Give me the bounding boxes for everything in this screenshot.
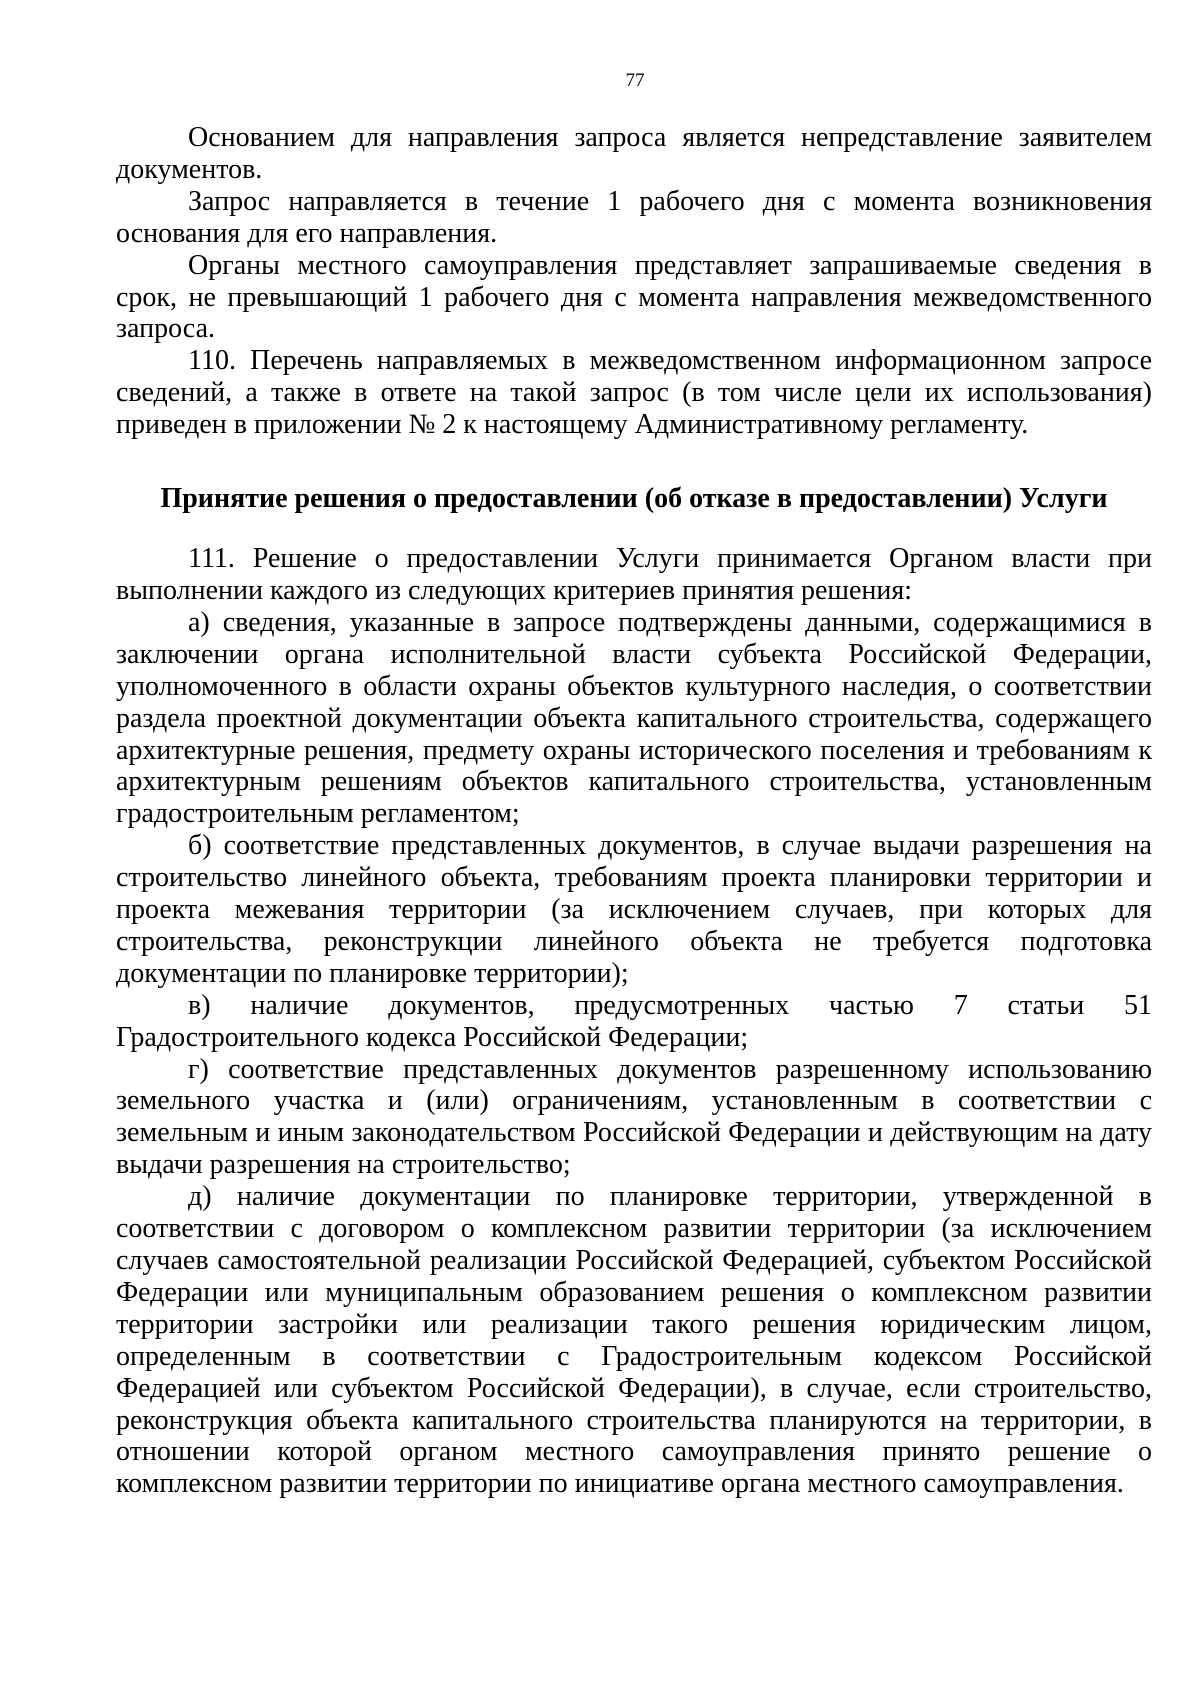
- criterion-g: г) соответствие представленных документов разрешенному использованию земельного участка и (или) ограничениям, установленным в соответствии с земельным и иным законодательством Российской Федерации и действующим на дату выдачи разрешения на строительство;: [116, 1053, 1152, 1181]
- criterion-a: а) сведения, указанные в запросе подтверждены данными, содержащимися в заключении органа исполнительной власти субъекта Российской Федерации, уполномоченного в области охраны объектов культурного наследия, о соответствии раздела проектной документации объекта капитального строительства, содержащего архитектурные решения, предмету охраны исторического поселения и требованиям к архитектурным решениям объектов капитального строительства, установленным градостроительным регламентом;: [116, 606, 1152, 830]
- paragraph-111: 111. Решение о предоставлении Услуги принимается Органом власти при выполнении каждого из следующих критериев принятия решения:: [116, 543, 1152, 606]
- section-heading: Принятие решения о предоставлении (об отказе в предоставлении) Услуги: [160, 483, 1108, 515]
- paragraph-local-authorities: Органы местного самоуправления представляет запрашиваемые сведения в срок, не превышающий 1 рабочего дня с момента направления межведомственного запроса.: [116, 249, 1152, 345]
- paragraph-request-timing: Запрос направляется в течение 1 рабочего дня с момента возникновения основания для его направления.: [116, 185, 1152, 249]
- document-body: [116, 122, 1152, 1500]
- page-number: 77: [625, 70, 645, 91]
- paragraph-110: 110. Перечень направляемых в межведомственном информационном запросе сведений, а также в ответе на такой запрос (в том числе цели их использования) приведен в приложении № 2 к настоящему Административному регламенту.: [116, 345, 1152, 441]
- paragraph-request-basis: Основанием для направления запроса является непредставление заявителем документов.: [116, 122, 1152, 185]
- criterion-b: б) соответствие представленных документов, в случае выдачи разрешения на строительство линейного объекта, требованиям проекта планировки территории и проекта межевания территории (за исключением случаев, при которых для строительства, реконструкции линейного объекта не требуется подготовка документации по планировке территории);: [116, 830, 1152, 989]
- criterion-v: в) наличие документов, предусмотренных частью 7 статьи 51 Градостроительного кодекса Российской Федерации;: [116, 989, 1152, 1053]
- criterion-d: д) наличие документации по планировке территории, утвержденной в соответствии с договором о комплексном развитии территории (за исключением случаев самостоятельной реализации Российской Федерацией, субъектом Российской Федерации или муниципальным образованием решения о комплексном развитии территории застройки или реализации такого решения юридическим лицом, определенным в соответствии с Градостроительным кодексом Российской Федерацией или субъектом Российской Федерации), в случае, если строительство, реконструкция объекта капитального строительства планируются на территории, в отношении которой органом местного самоуправления принято решение о комплексном развитии территории по инициативе органа местного самоуправления.: [116, 1181, 1152, 1500]
